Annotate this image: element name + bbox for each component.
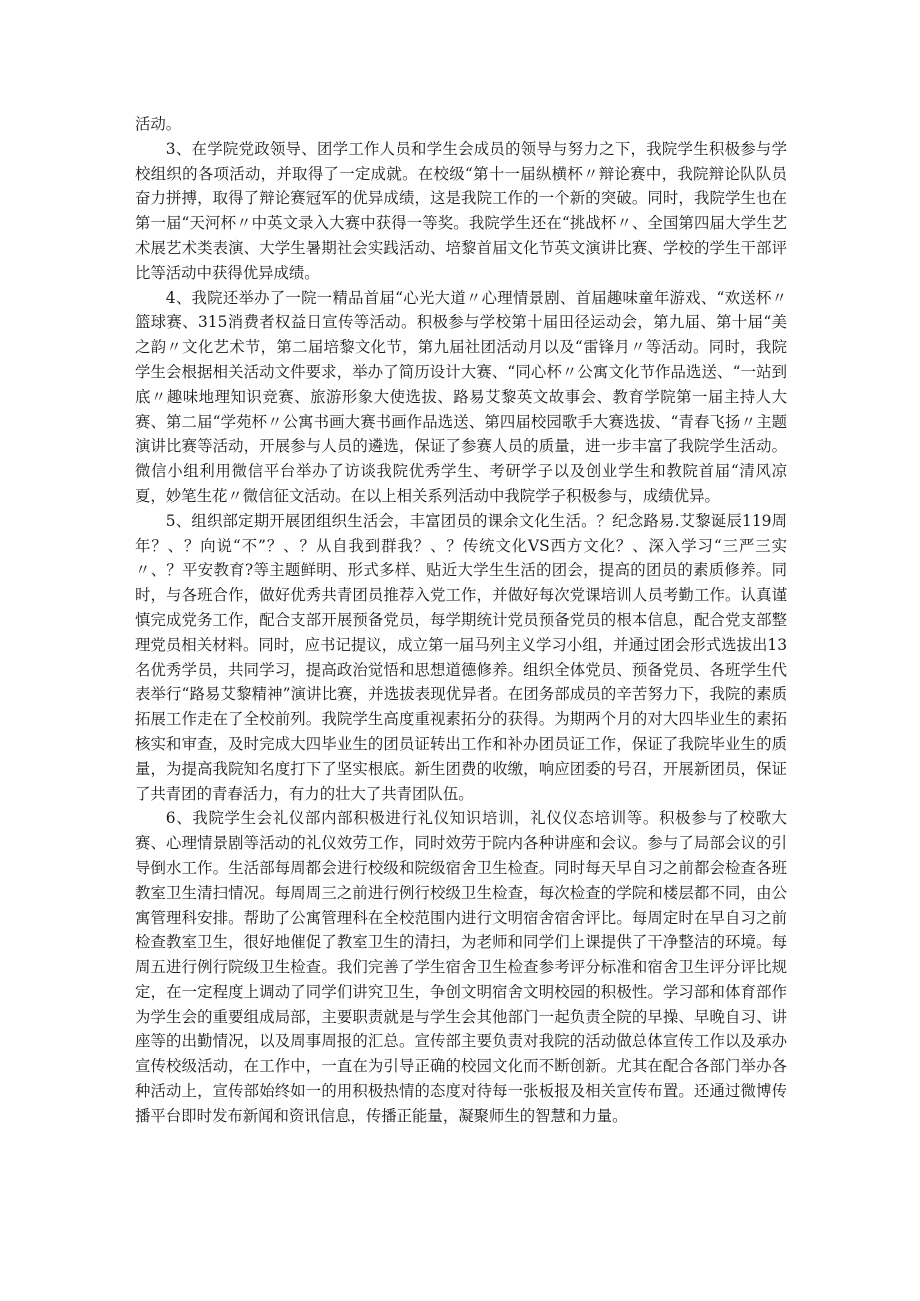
paragraph-item-6-etiquette-dept: 6、我院学生会礼仪部内部积极进行礼仪知识培训，礼仪仪态培训等。积极参与了校歌大赛、心理情景剧等活动的礼仪效劳工作，同时效劳于院内各种讲座和会议。参与了局部会议的引导倒水工作。生活部每周都会进行校级和院级宿舍卫生检查。同时每天早自习之前都会检查各班教室卫生清扫情况。每周周三之前进行例行校级卫生检查，每次检查的学院和楼层都不同，由公寓管理科安排。帮助了公寓管理科在全校范围内进行文明宿舍宿舍评比。每周定时在早自习之前检查教室卫生，很好地催促了教室卫生的清扫，为老师和同学们上课提供了干净整洁的环境。每周五进行例行院级卫生检查。我们完善了学生宿舍卫生检查参考评分标准和宿舍卫生评分评比规定，在一定程度上调动了同学们讲究卫生，争创文明宿舍文明校园的积极性。学习部和体育部作为学生会的重要组成局部，主要职责就是与学生会其他部门一起负责全院的早操、早晚自习、讲座等的出勤情况，以及周事周报的汇总。宣传部主要负责对我院的活动做总体宣传工作以及承办宣传校级活动，在工作中，一直在为引导正确的校园文化而不断创新。尤其在配合各部门举办各种活动上，宣传部始终如一的用积极热情的态度对待每一张板报及相关宣传布置。还通过微博传播平台即时发布新闻和资讯信息，传播正能量，凝聚师生的智慧和力量。 [135,809,787,1125]
paragraph-item-5-organization-dept: 5、组织部定期开展团组织生活会，丰富团员的课余文化生活。？纪念路易.艾黎诞辰119周年？、？向说“不”？、？从自我到群我？、？传统文化VS西方文化？、深入学习“三严三实〃、？平安教育?等主题鲜明、形式多样、贴近大学生生活的团会，提高的团员的素质修养。同时，与各班合作，做好优秀共青团员推荐入党工作，并做好每次党课培训人员考勤工作。认真谨慎完成党务工作，配合支部开展预备党员，每学期统计党员预备党员的根本信息，配合党支部整理党员相关材料。同时，应书记提议，成立第一届马列主义学习小组，并通过团会形式选拔出13名优秀学员，共同学习，提高政治觉悟和思想道德修养。组织全体党员、预备党员、各班学生代表举行“路易艾黎精神”演讲比赛，并选拔表现优异者。在团务部成员的辛苦努力下，我院的素质拓展工作走在了全校前列。我院学生高度重视素拓分的获得。为期两个月的对大四毕业生的素拓核实和审查，及时完成大四毕业生的团员证转出工作和补办团员证工作，保证了我院毕业生的质量，为提高我院知名度打下了坚实根底。新生团费的收缴，响应团委的号召，开展新团员，保证了共青团的青春活力，有力的壮大了共青团队伍。 [135,511,787,803]
document-page [135,112,787,1129]
paragraph-item-4-activities: 4、我院还举办了一院一精品首届“心光大道〃心理情景剧、首届趣味童年游戏、“欢送杯〃篮球赛、315消费者权益日宣传等活动。积极参与学校第十届田径运动会，第九届、第十届“美之韵〃文化艺术节，第二届培黎文化节，第九届社团活动月以及“雷锋月〃等活动。同时，我院学生会根据相关活动文件要求，举办了简历设计大赛、“同心杯〃公寓文化节作品选送、“一站到底〃趣味地理知识竞赛、旅游形象大使选拔、路易艾黎英文故事会、教育学院第一届主持人大赛、第二届“学苑杯〃公寓书画大赛书画作品选送、第四届校园歌手大赛选拔、“青春飞扬〃主题演讲比赛等活动，开展参与人员的遴选，保证了参赛人员的质量，进一步丰富了我院学生活动。微信小组利用微信平台举办了访谈我院优秀学生、考研学子以及创业学生和教院首届“清风凉夏，妙笔生花〃微信征文活动。在以上相关系列活动中我院学子积极参与，成绩优异。 [135,288,787,505]
paragraph-item-3-achievements: 3、在学院党政领导、团学工作人员和学生会成员的领导与努力之下，我院学生积极参与学校组织的各项活动，并取得了一定成就。在校级“第十一届纵横杯〃辩论赛中，我院辩论队队员奋力拼搏，取得了辩论赛冠军的优异成绩，这是我院工作的一个新的突破。同时，我院学生也在第一届“天河杯〃中英文录入大赛中获得一等奖。我院学生还在“挑战杯〃、全国第四届大学生艺术展艺术类表演、大学生暑期社会实践活动、培黎首届文化节英文演讲比赛、学校的学生干部评比等活动中获得优异成绩。 [135,139,787,282]
paragraph-continuation: 活动。 [135,115,182,133]
